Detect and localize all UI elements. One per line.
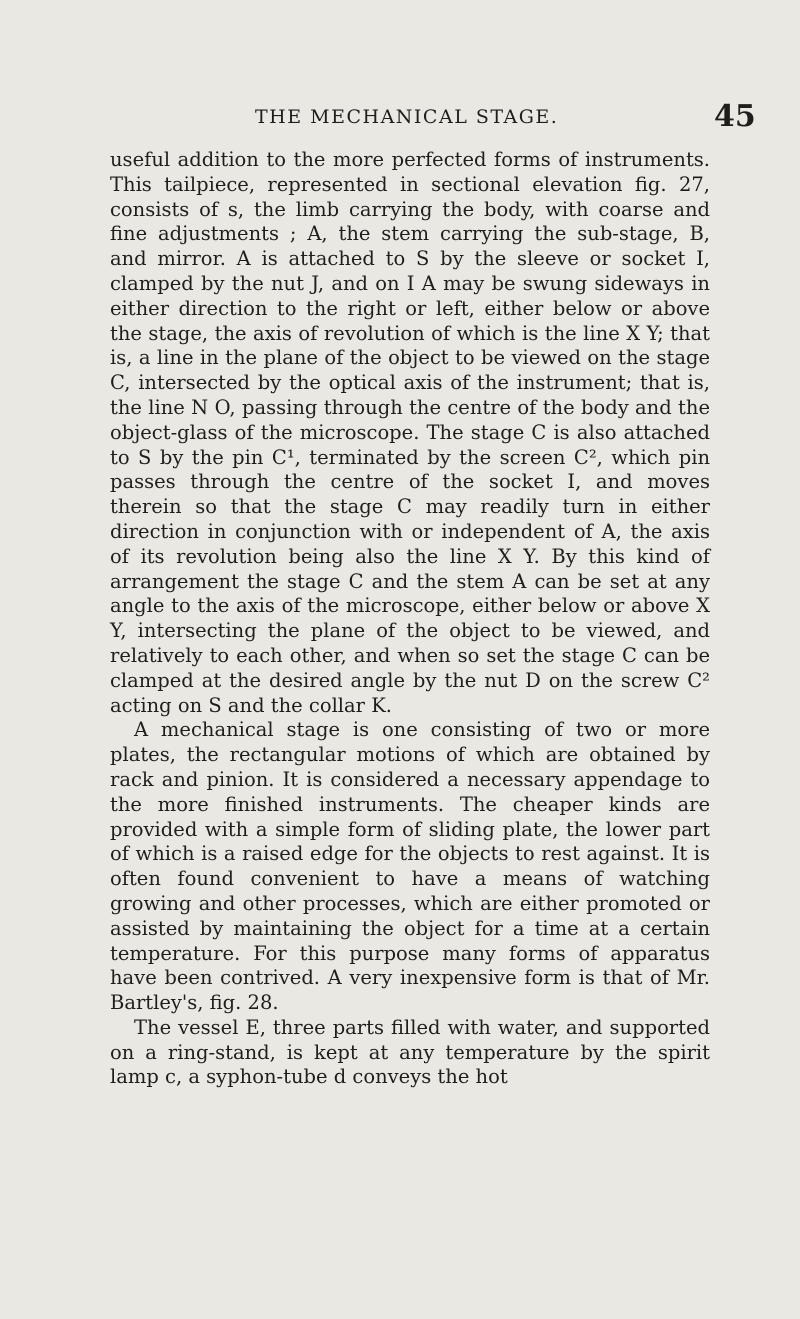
running-head: THE MECHANICAL STAGE. <box>255 106 559 128</box>
paragraph: A mechanical stage is one consisting of two or more plates, the rectangular motions of which are obtained by rack and pinion. It is considered a necessary appendage to the more finished instruments. The cheaper kinds are provided with a simple form of sliding plate, the lower part of which is a raised edge for the objects to rest against. It is often found convenient to have a means of watching growing and other processes, which are either promoted or assisted by maintaining the object for a time at a certain temperature. For this purpose many forms of apparatus have been contrived. A very inexpensive form is that of Mr. Bartley's, fig. 28. <box>110 718 710 1015</box>
paragraph: useful addition to the more perfected forms of instruments. This tailpiece, represented in sectional elevation fig. 27, consists of s, the limb carrying the body, with coarse and fine adjustments ; A, the stem carrying the sub-stage, B, and mirror. A is attached to S by the sleeve or socket I, clamped by the nut J, and on I A may be swung sideways in either direction to the right or left, either below or above the stage, the axis of revolution of which is the line X Y; that is, a line in the plane of the object to be viewed on the stage C, intersected by the optical axis of the instrument; that is, the line N O, passing through the centre of the body and the object-glass of the microscope. The stage C is also attached to S by the pin C¹, terminated by the screen C², which pin passes through the centre of the socket I, and moves therein so that the stage C may readily turn in either direction in conjunction with or independent of A, the axis of its revolution being also the line X Y. By this kind of arrangement the stage C and the stem A can be set at any angle to the axis of the microscope, either below or above X Y, intersecting the plane of the object to be viewed, and relatively to each other, and when so set the stage C can be clamped at the desired angle by the nut D on the screw C² acting on S and the collar K. <box>110 148 710 717</box>
page-header <box>0 96 800 136</box>
body-text <box>110 148 710 1090</box>
page-number: 45 <box>714 99 756 134</box>
paragraph: The vessel E, three parts filled with water, and supported on a ring-stand, is kept at any temperature by the spirit lamp c, a syphon-tube d conveys the hot <box>110 1015 710 1089</box>
